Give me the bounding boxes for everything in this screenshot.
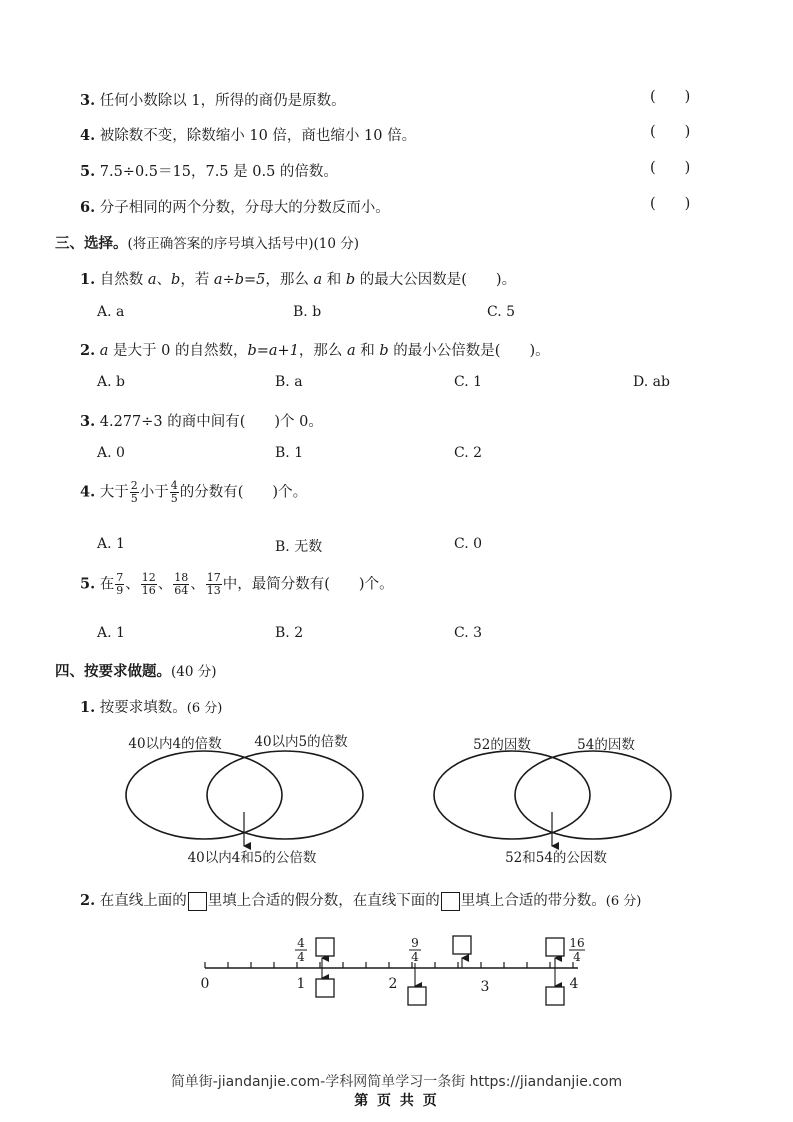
fraction-16-4 bbox=[569, 936, 585, 964]
fraction-9-4 bbox=[409, 936, 421, 964]
denominator: 64 bbox=[174, 584, 189, 597]
option-b[interactable]: B. 2 bbox=[275, 625, 304, 641]
item-text: 分子相同的两个分数，分母大的分数反而小。 bbox=[99, 200, 390, 216]
separator: 、 bbox=[190, 576, 205, 593]
expression: a÷b=5 bbox=[213, 272, 266, 288]
item-number: 2. bbox=[80, 892, 96, 909]
option-a[interactable]: A. 1 bbox=[97, 625, 125, 641]
venn1-bottom-label: 40以内4和5的公倍数 bbox=[187, 850, 317, 866]
item-number: 1. bbox=[80, 699, 96, 716]
tick-label-4: 4 bbox=[569, 976, 579, 992]
item-number: 5. bbox=[80, 575, 96, 593]
numerator: 4 bbox=[297, 936, 305, 950]
denominator: 4 bbox=[573, 950, 581, 964]
q-text: ，若 bbox=[180, 272, 214, 288]
answer-box-top-4[interactable] bbox=[546, 938, 564, 956]
answer-paren[interactable]: ( ) bbox=[650, 124, 691, 140]
fraction-4-4 bbox=[295, 936, 307, 964]
q-text: 的分数有( )个。 bbox=[179, 484, 308, 501]
venn2-left-label: 52的因数 bbox=[473, 737, 531, 753]
option-a[interactable]: A. a bbox=[97, 304, 125, 320]
denominator: 5 bbox=[130, 492, 138, 505]
q-text: 大于 bbox=[99, 484, 129, 501]
answer-paren[interactable]: ( ) bbox=[650, 89, 691, 105]
item-number: 3. bbox=[80, 92, 96, 109]
q-text: 在直线上面的 bbox=[99, 893, 187, 909]
var-a: a bbox=[313, 272, 323, 288]
footer-watermark: 简单街-jiandanjie.com-学科网简单学习一条街 https://jiandanjie.com bbox=[170, 1074, 623, 1090]
q-text: 按要求填数。 bbox=[99, 700, 187, 716]
inline-box bbox=[441, 892, 460, 911]
var-a: a bbox=[147, 272, 157, 288]
tick-label-2: 2 bbox=[388, 976, 398, 992]
item-number: 4. bbox=[80, 127, 96, 144]
points: (6 分) bbox=[186, 701, 223, 716]
option-a[interactable]: A. 1 bbox=[97, 536, 125, 552]
venn2-right-label: 54的因数 bbox=[577, 737, 635, 753]
section-note: (40 分) bbox=[171, 664, 217, 680]
item-text: 任何小数除以 1，所得的商仍是原数。 bbox=[99, 93, 346, 109]
option-b[interactable]: B. 1 bbox=[275, 445, 304, 461]
answer-box-bottom-1[interactable] bbox=[316, 979, 334, 997]
var-b: b bbox=[171, 272, 181, 288]
option-b[interactable]: B. 无数 bbox=[275, 539, 323, 555]
option-b[interactable]: B. a bbox=[275, 374, 303, 390]
q-text: 4.277÷3 的商中间有( )个 0。 bbox=[99, 414, 323, 430]
q-text: 里填上合适的带分数。 bbox=[460, 893, 606, 909]
q-text: 中，最简分数有( )个。 bbox=[222, 576, 394, 593]
option-c[interactable]: C. 1 bbox=[454, 374, 483, 390]
separator: 、 bbox=[157, 576, 173, 593]
numerator: 18 bbox=[174, 571, 189, 584]
option-b[interactable]: B. b bbox=[293, 304, 322, 320]
points: (6 分) bbox=[605, 894, 642, 909]
separator: 、 bbox=[125, 576, 140, 593]
section-title: 四、按要求做题。 bbox=[55, 663, 171, 680]
q-text: ，那么 bbox=[265, 272, 314, 288]
item-text: 被除数不变，除数缩小 10 倍，商也缩小 10 倍。 bbox=[99, 128, 417, 144]
venn1-right-label: 40以内5的倍数 bbox=[254, 734, 348, 750]
item-number: 2. bbox=[80, 342, 96, 359]
inline-box bbox=[188, 892, 207, 911]
section-note: (将正确答案的序号填入括号中)(10 分) bbox=[127, 236, 360, 252]
item-number: 6. bbox=[80, 199, 96, 216]
option-a[interactable]: A. 0 bbox=[97, 445, 125, 461]
answer-paren[interactable]: ( ) bbox=[650, 160, 691, 176]
var-a: a bbox=[99, 343, 109, 359]
q-text: 的最大公因数是( )。 bbox=[355, 272, 517, 288]
q-text: 里填上合适的假分数，在直线下面的 bbox=[207, 893, 440, 909]
denominator: 4 bbox=[297, 950, 305, 964]
numerator: 9 bbox=[411, 936, 419, 950]
section-title: 三、选择。 bbox=[55, 235, 128, 252]
q-text: 和 bbox=[322, 272, 346, 288]
q-text: 的最小公倍数是( )。 bbox=[388, 343, 550, 359]
option-d[interactable]: D. ab bbox=[633, 374, 670, 390]
q-text: 是大于 0 的自然数， bbox=[108, 343, 248, 359]
option-c[interactable]: C. 0 bbox=[454, 536, 483, 552]
numerator: 16 bbox=[569, 936, 585, 950]
item-text: 7.5÷0.5＝15，7.5 是 0.5 的倍数。 bbox=[99, 164, 338, 180]
answer-box-bottom-4[interactable] bbox=[546, 987, 564, 1005]
venn2-bottom-label: 52和54的公因数 bbox=[505, 850, 607, 866]
item-number: 3. bbox=[80, 413, 96, 430]
denominator: 4 bbox=[411, 950, 419, 964]
denominator: 13 bbox=[206, 584, 221, 597]
q-text: ，那么 bbox=[298, 343, 348, 359]
q-text: 和 bbox=[355, 343, 380, 359]
venn1-right-set bbox=[207, 751, 363, 839]
option-c[interactable]: C. 2 bbox=[454, 445, 483, 461]
option-c[interactable]: C. 5 bbox=[487, 304, 516, 320]
numerator: 2 bbox=[130, 479, 138, 492]
venn2-right-set bbox=[515, 751, 671, 839]
tick-marks bbox=[205, 962, 573, 968]
denominator: 5 bbox=[170, 492, 178, 505]
item-number: 5. bbox=[80, 163, 96, 180]
q-text: 小于 bbox=[139, 484, 169, 501]
answer-paren[interactable]: ( ) bbox=[650, 196, 691, 212]
task-question-2 bbox=[80, 889, 641, 911]
tick-label-0: 0 bbox=[200, 976, 210, 992]
tick-label-3: 3 bbox=[480, 979, 490, 995]
numerator: 7 bbox=[116, 571, 124, 584]
denominator: 16 bbox=[141, 584, 156, 597]
tick-label-1: 1 bbox=[296, 976, 306, 992]
option-a[interactable]: A. b bbox=[97, 374, 125, 390]
numerator: 4 bbox=[170, 479, 178, 492]
answer-box-bottom-2[interactable] bbox=[408, 987, 426, 1005]
item-number: 1. bbox=[80, 271, 96, 288]
venn2-left-set bbox=[434, 751, 590, 839]
q-text: 自然数 bbox=[99, 272, 148, 288]
expression: b=a+1 bbox=[247, 343, 299, 359]
numerator: 12 bbox=[141, 571, 156, 584]
item-number: 4. bbox=[80, 483, 96, 501]
option-c[interactable]: C. 3 bbox=[454, 625, 483, 641]
q-text: 、 bbox=[156, 272, 172, 288]
answer-box-top-1[interactable] bbox=[316, 938, 334, 956]
denominator: 9 bbox=[116, 584, 124, 597]
venn1-left-label: 40以内4的倍数 bbox=[128, 736, 222, 752]
q-text: 在 bbox=[99, 576, 115, 593]
var-a: a bbox=[347, 343, 356, 359]
page-number: 第 页 共 页 bbox=[354, 1093, 439, 1109]
var-b: b bbox=[345, 272, 356, 288]
answer-box-top-3[interactable] bbox=[453, 936, 471, 954]
var-b: b bbox=[379, 343, 389, 359]
numerator: 17 bbox=[206, 571, 221, 584]
venn1-left-set bbox=[126, 751, 282, 839]
